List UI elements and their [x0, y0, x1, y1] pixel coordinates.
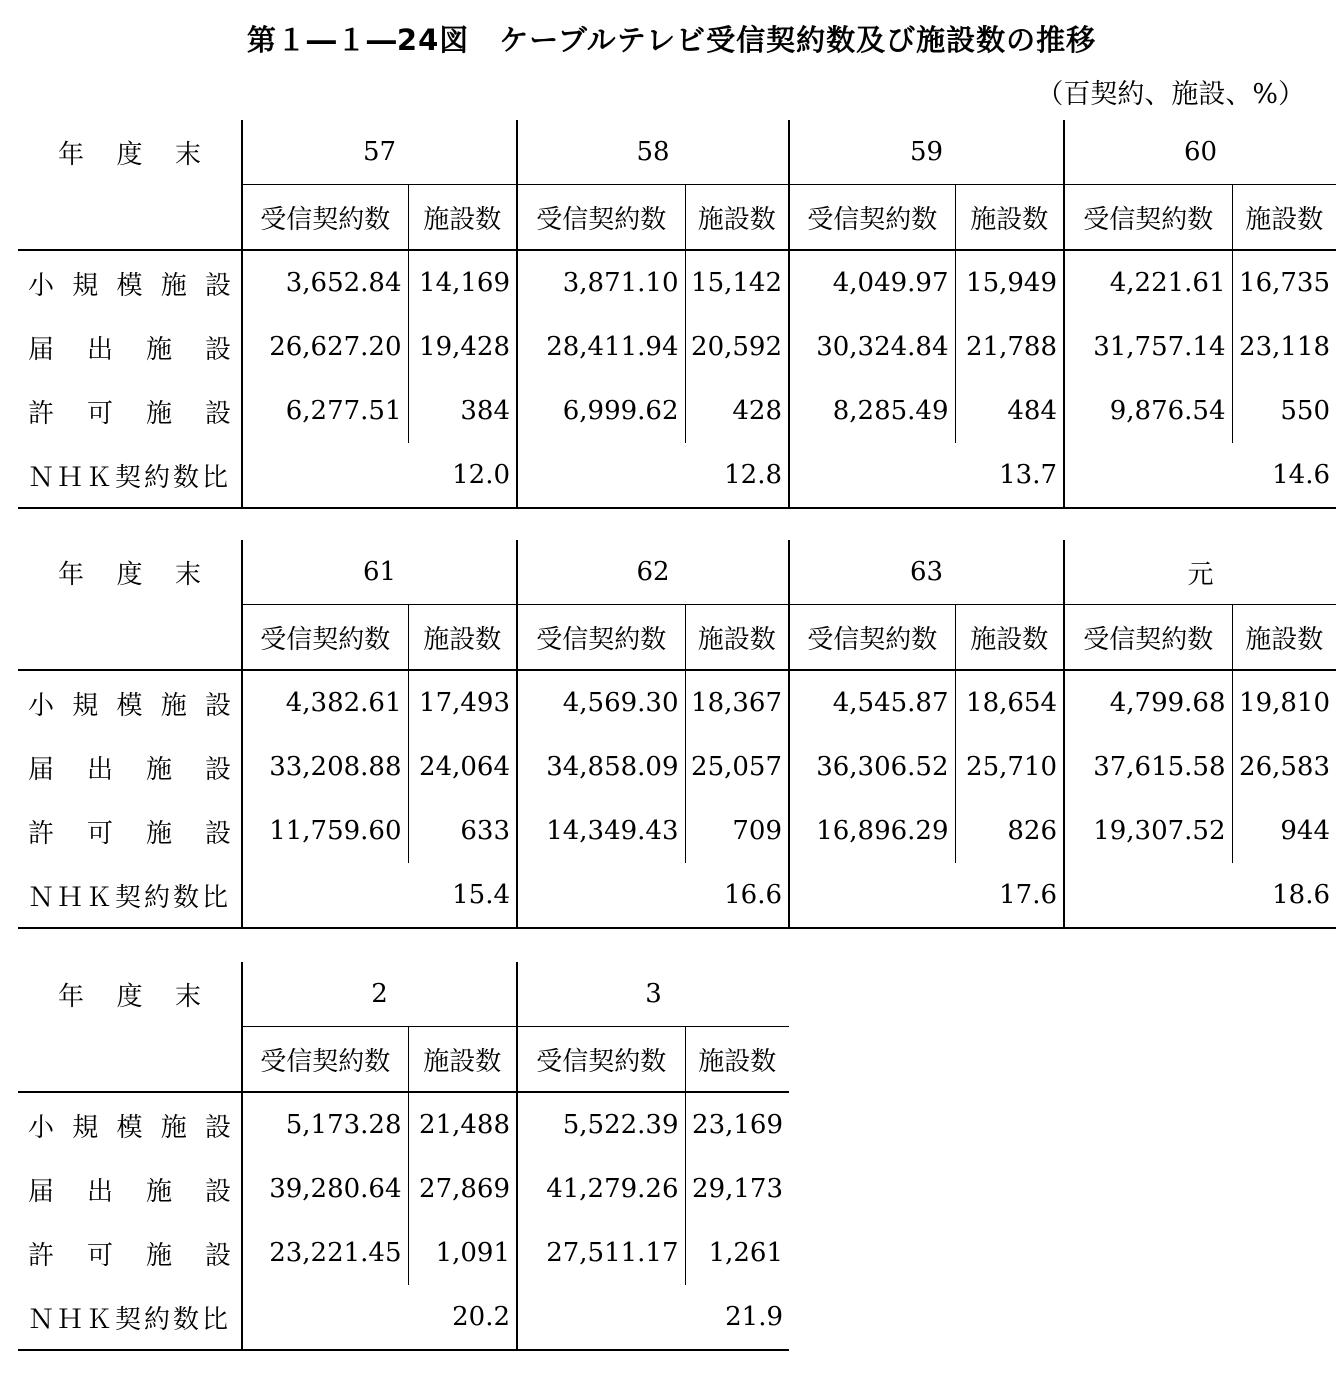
facilities-value: 1,091 — [408, 1221, 517, 1285]
nhk-ratio-value: 13.7 — [789, 443, 1064, 508]
contracts-value: 11,759.60 — [242, 799, 408, 863]
facilities-value: 633 — [408, 799, 517, 863]
row-label-licensed: 許可施設 — [28, 818, 232, 849]
contracts-value: 26,627.20 — [242, 315, 408, 379]
figure-title: 第１―１―24図 ケーブルテレビ受信契約数及び施設数の推移 — [246, 23, 1097, 57]
year-header: 57 — [242, 120, 517, 185]
contracts-header: 受信契約数 — [1064, 605, 1232, 671]
facilities-value: 17,493 — [408, 670, 517, 735]
year-header: 60 — [1064, 120, 1336, 185]
facilities-value: 19,428 — [408, 315, 517, 379]
contracts-header: 受信契約数 — [242, 185, 408, 251]
contracts-value: 4,049.97 — [789, 250, 955, 315]
year-header: 61 — [242, 540, 517, 605]
nhk-ratio-value: 14.6 — [1064, 443, 1336, 508]
contracts-value: 37,615.58 — [1064, 735, 1232, 799]
nhk-ratio-value: 20.2 — [242, 1285, 517, 1350]
nhk-ratio-value: 12.8 — [517, 443, 789, 508]
row-label-small: 小規模施設 — [28, 690, 232, 721]
contracts-value: 30,324.84 — [789, 315, 955, 379]
contracts-value: 3,652.84 — [242, 250, 408, 315]
year-header: 59 — [789, 120, 1064, 185]
contracts-value: 4,382.61 — [242, 670, 408, 735]
row-label-small: 小規模施設 — [28, 1112, 232, 1143]
facilities-value: 1,261 — [685, 1221, 789, 1285]
facilities-value: 384 — [408, 379, 517, 443]
contracts-value: 33,208.88 — [242, 735, 408, 799]
contracts-header: 受信契約数 — [517, 605, 685, 671]
contracts-value: 34,858.09 — [517, 735, 685, 799]
contracts-value: 8,285.49 — [789, 379, 955, 443]
facilities-value: 18,367 — [685, 670, 789, 735]
facilities-value: 15,949 — [955, 250, 1064, 315]
facilities-header: 施設数 — [955, 185, 1064, 251]
nhk-ratio-value: 17.6 — [789, 863, 1064, 928]
year-header: 62 — [517, 540, 789, 605]
facilities-value: 23,118 — [1232, 315, 1336, 379]
contracts-value: 36,306.52 — [789, 735, 955, 799]
contracts-value: 9,876.54 — [1064, 379, 1232, 443]
facilities-value: 21,488 — [408, 1092, 517, 1157]
contracts-header: 受信契約数 — [1064, 185, 1232, 251]
row-label-licensed: 許可施設 — [28, 398, 232, 429]
contracts-header: 受信契約数 — [517, 185, 685, 251]
year-header: 2 — [242, 962, 517, 1027]
row-label-notified: 届出施設 — [28, 1176, 232, 1207]
unit-label: （百契約、施設、%） — [1036, 79, 1305, 110]
facilities-value: 944 — [1232, 799, 1336, 863]
year-header: 58 — [517, 120, 789, 185]
contracts-header: 受信契約数 — [789, 185, 955, 251]
contracts-value: 41,279.26 — [517, 1157, 685, 1221]
row-label-notified: 届出施設 — [28, 334, 232, 365]
facilities-value: 484 — [955, 379, 1064, 443]
facilities-value: 14,169 — [408, 250, 517, 315]
contracts-value: 4,569.30 — [517, 670, 685, 735]
year-header: 63 — [789, 540, 1064, 605]
data-table-block — [18, 962, 789, 1351]
contracts-value: 27,511.17 — [517, 1221, 685, 1285]
facilities-value: 21,788 — [955, 315, 1064, 379]
year-end-label: 年度末 — [18, 962, 242, 1092]
row-label-notified: 届出施設 — [28, 754, 232, 785]
facilities-header: 施設数 — [408, 185, 517, 251]
contracts-value: 5,173.28 — [242, 1092, 408, 1157]
facilities-header: 施設数 — [955, 605, 1064, 671]
nhk-ratio-value: 21.9 — [517, 1285, 789, 1350]
facilities-value: 428 — [685, 379, 789, 443]
nhk-ratio-value: 18.6 — [1064, 863, 1336, 928]
contracts-value: 3,871.10 — [517, 250, 685, 315]
contracts-value: 16,896.29 — [789, 799, 955, 863]
contracts-header: 受信契約数 — [517, 1027, 685, 1093]
contracts-value: 5,522.39 — [517, 1092, 685, 1157]
facilities-value: 29,173 — [685, 1157, 789, 1221]
facilities-value: 26,583 — [1232, 735, 1336, 799]
facilities-value: 16,735 — [1232, 250, 1336, 315]
contracts-value: 4,799.68 — [1064, 670, 1232, 735]
contracts-value: 4,545.87 — [789, 670, 955, 735]
facilities-header: 施設数 — [1232, 605, 1336, 671]
contracts-value: 4,221.61 — [1064, 250, 1232, 315]
contracts-value: 28,411.94 — [517, 315, 685, 379]
row-label-nhk-ratio: ＮＨＫ契約数比 — [18, 443, 242, 508]
data-table-block — [18, 540, 1336, 929]
year-header: 元 — [1064, 540, 1336, 605]
facilities-value: 25,057 — [685, 735, 789, 799]
facilities-value: 27,869 — [408, 1157, 517, 1221]
facilities-header: 施設数 — [1232, 185, 1336, 251]
facilities-header: 施設数 — [685, 185, 789, 251]
facilities-header: 施設数 — [408, 1027, 517, 1093]
facilities-value: 20,592 — [685, 315, 789, 379]
contracts-value: 19,307.52 — [1064, 799, 1232, 863]
nhk-ratio-value: 16.6 — [517, 863, 789, 928]
facilities-header: 施設数 — [685, 605, 789, 671]
contracts-header: 受信契約数 — [242, 1027, 408, 1093]
row-label-small: 小規模施設 — [28, 270, 232, 301]
data-table-block — [18, 120, 1336, 509]
contracts-value: 6,999.62 — [517, 379, 685, 443]
year-header: 3 — [517, 962, 789, 1027]
contracts-value: 14,349.43 — [517, 799, 685, 863]
facilities-value: 19,810 — [1232, 670, 1336, 735]
contracts-header: 受信契約数 — [789, 605, 955, 671]
facilities-value: 25,710 — [955, 735, 1064, 799]
facilities-value: 23,169 — [685, 1092, 789, 1157]
year-end-label: 年度末 — [18, 540, 242, 670]
contracts-value: 31,757.14 — [1064, 315, 1232, 379]
row-label-nhk-ratio: ＮＨＫ契約数比 — [18, 863, 242, 928]
facilities-value: 18,654 — [955, 670, 1064, 735]
nhk-ratio-value: 15.4 — [242, 863, 517, 928]
contracts-value: 6,277.51 — [242, 379, 408, 443]
row-label-licensed: 許可施設 — [28, 1240, 232, 1271]
contracts-header: 受信契約数 — [242, 605, 408, 671]
facilities-header: 施設数 — [685, 1027, 789, 1093]
facilities-value: 709 — [685, 799, 789, 863]
contracts-value: 39,280.64 — [242, 1157, 408, 1221]
facilities-value: 550 — [1232, 379, 1336, 443]
facilities-value: 826 — [955, 799, 1064, 863]
row-label-nhk-ratio: ＮＨＫ契約数比 — [18, 1285, 242, 1350]
facilities-value: 24,064 — [408, 735, 517, 799]
contracts-value: 23,221.45 — [242, 1221, 408, 1285]
facilities-header: 施設数 — [408, 605, 517, 671]
facilities-value: 15,142 — [685, 250, 789, 315]
year-end-label: 年度末 — [18, 120, 242, 250]
nhk-ratio-value: 12.0 — [242, 443, 517, 508]
